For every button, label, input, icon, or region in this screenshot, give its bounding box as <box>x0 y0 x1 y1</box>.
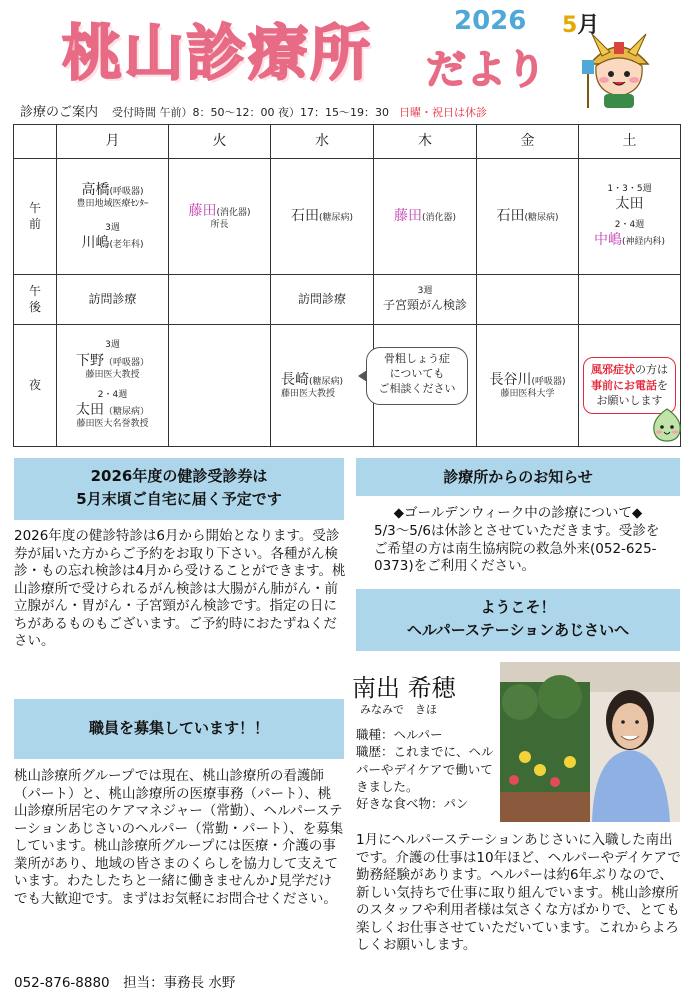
staff-profile: 職種：ヘルパー 職歴：これまでに、ヘルパーやデイケアで働いてきました。 好きな食べ物：パン <box>356 727 494 811</box>
recruit-body: 桃山診療所グループでは現在、桃山診療所の看護師（パート）と、桃山診療所の医療事務（パート）、桃山診療所居宅のケアマネジャー（常勤）、ヘルパーステーションあじさいのヘルパー（常勤・パート）、を募集しています。桃山診療所グループには医療・介護の事業所があり、地域の皆さまのくらしを協力して支えています。わたしたちと一緒に働きませんか♪見学だけでも大歓迎です。まずはお気軽にお問合せください。 <box>14 768 344 907</box>
tue-am-cell: 藤田(消化器) 所長 <box>169 159 271 275</box>
welcome-heading: ようこそ！ ヘルパーステーションあじさいへ <box>356 589 680 651</box>
notice-heading: 診療所からのお知らせ <box>356 458 680 496</box>
wed-night-cell: 長崎(糖尿病) 藤田医大教授 <box>271 325 374 447</box>
schedule-row-afternoon <box>14 275 681 325</box>
mon-pm-cell: 訪問診療 <box>57 275 169 325</box>
issue-year: 2026 <box>454 6 527 36</box>
clinic-schedule-table <box>13 124 681 447</box>
period-morning: 午前 <box>14 159 57 275</box>
wed-pm-cell: 訪問診療 <box>271 275 374 325</box>
tue-night-cell <box>169 325 271 447</box>
schedule-header-row <box>14 125 681 159</box>
staff-photo-icon <box>500 662 680 822</box>
fri-am-cell: 石田(糖尿病) <box>477 159 579 275</box>
mon-am-cell: 高橋(呼吸器) 豊田地域医療ｾﾝﾀｰ 3週 川嶋(老年科) <box>57 159 169 275</box>
schedule-label: 診療のご案内 <box>20 105 99 120</box>
staff-introduction: 1月にヘルパーステーションあじさいに入職した南出です。介護の仕事は10年ほど、ヘルパーやデイケアで勤務経験があります。ヘルパーは約6年ぶりなので、新しい気持ちで仕事に取り組んでいます。桃山診療所のスタッフや利用者様は気さくな方ばかりで、とても楽しくお仕事させていただいています。これからよろしくお願いします。 <box>356 832 681 954</box>
osteoporosis-speech-bubble: 骨粗しょう症 についても ご相談ください <box>366 347 468 405</box>
notice-title: ◆ゴールデンウィーク中の診療について◆ <box>393 505 643 521</box>
issue-month: 5月 <box>562 13 600 38</box>
newsletter-title-suffix: だより <box>426 47 546 93</box>
staff-name-kana: みなみで きほ <box>360 703 437 716</box>
thu-am-cell: 藤田(消化器) <box>374 159 477 275</box>
cold-symptoms-notice: 風邪症状の方は 事前にお電話を お願いします <box>583 357 676 413</box>
schedule-row-morning <box>14 159 681 275</box>
tue-pm-cell <box>169 275 271 325</box>
newsletter-title: 桃山診療所 <box>62 19 372 89</box>
checkup-heading: 2026年度の健診受診券は 5月末頃ご自宅に届く予定です <box>14 458 344 520</box>
recruit-heading: 職員を募集しています！！ <box>14 699 344 759</box>
kabuto-peach-mascot-icon <box>582 30 656 110</box>
sat-am-cell: 1・3・5週 太田 2・4週 中嶋(神経内科) <box>579 159 681 275</box>
day-header: 土 <box>579 125 681 159</box>
day-header: 木 <box>374 125 477 159</box>
thu-pm-cell: 3週 子宮頸がん検診 <box>374 275 477 325</box>
staff-name: 南出 希穂 <box>352 674 456 702</box>
period-afternoon: 午後 <box>14 275 57 325</box>
day-header: 金 <box>477 125 579 159</box>
newsletter-header <box>0 0 692 100</box>
notice-body: 5/3～5/6は休診とさせていただきます。受診をご希望の方は南生協病院の救急外来(052-625-0373)をご利用ください。 <box>374 523 660 575</box>
reception-hours: 受付時間 午前）8：50～12：00 夜）17：15～19：30 <box>112 106 389 119</box>
wed-am-cell: 石田(糖尿病) <box>271 159 374 275</box>
day-header: 水 <box>271 125 374 159</box>
mon-night-cell: 3週 下野（呼吸器） 藤田医大教授 2・4週 太田（糖尿病） 藤田医大名誉教授 <box>57 325 169 447</box>
fri-night-cell: 長谷川(呼吸器) 藤田医科大学 <box>477 325 579 447</box>
period-night: 夜 <box>14 325 57 447</box>
corner-cell <box>14 125 57 159</box>
schedule-row-night <box>14 325 681 447</box>
clinic-hours-row <box>20 101 680 121</box>
closed-days: 日曜・祝日は休診 <box>399 106 487 119</box>
sat-pm-cell <box>579 275 681 325</box>
fri-pm-cell <box>477 275 579 325</box>
peach-mascot-icon <box>650 407 684 443</box>
checkup-body: 2026年度の健診特診は6月から開始となります。受診券が届いた方からご予約をお取り下さい。各種がん検診・もの忘れ検診は4月から受けることができます。桃山診療所で受けられるがん検診は大腸がん肺がん・前立腺がん・胃がん・子宮頸がん検診です。指定の日にちがあるものもございます。ご予約時におたずねください。 <box>14 528 346 650</box>
day-header: 火 <box>169 125 271 159</box>
day-header: 月 <box>57 125 169 159</box>
recruit-contact: 052-876-8880 担当：事務長 水野 <box>14 975 236 991</box>
